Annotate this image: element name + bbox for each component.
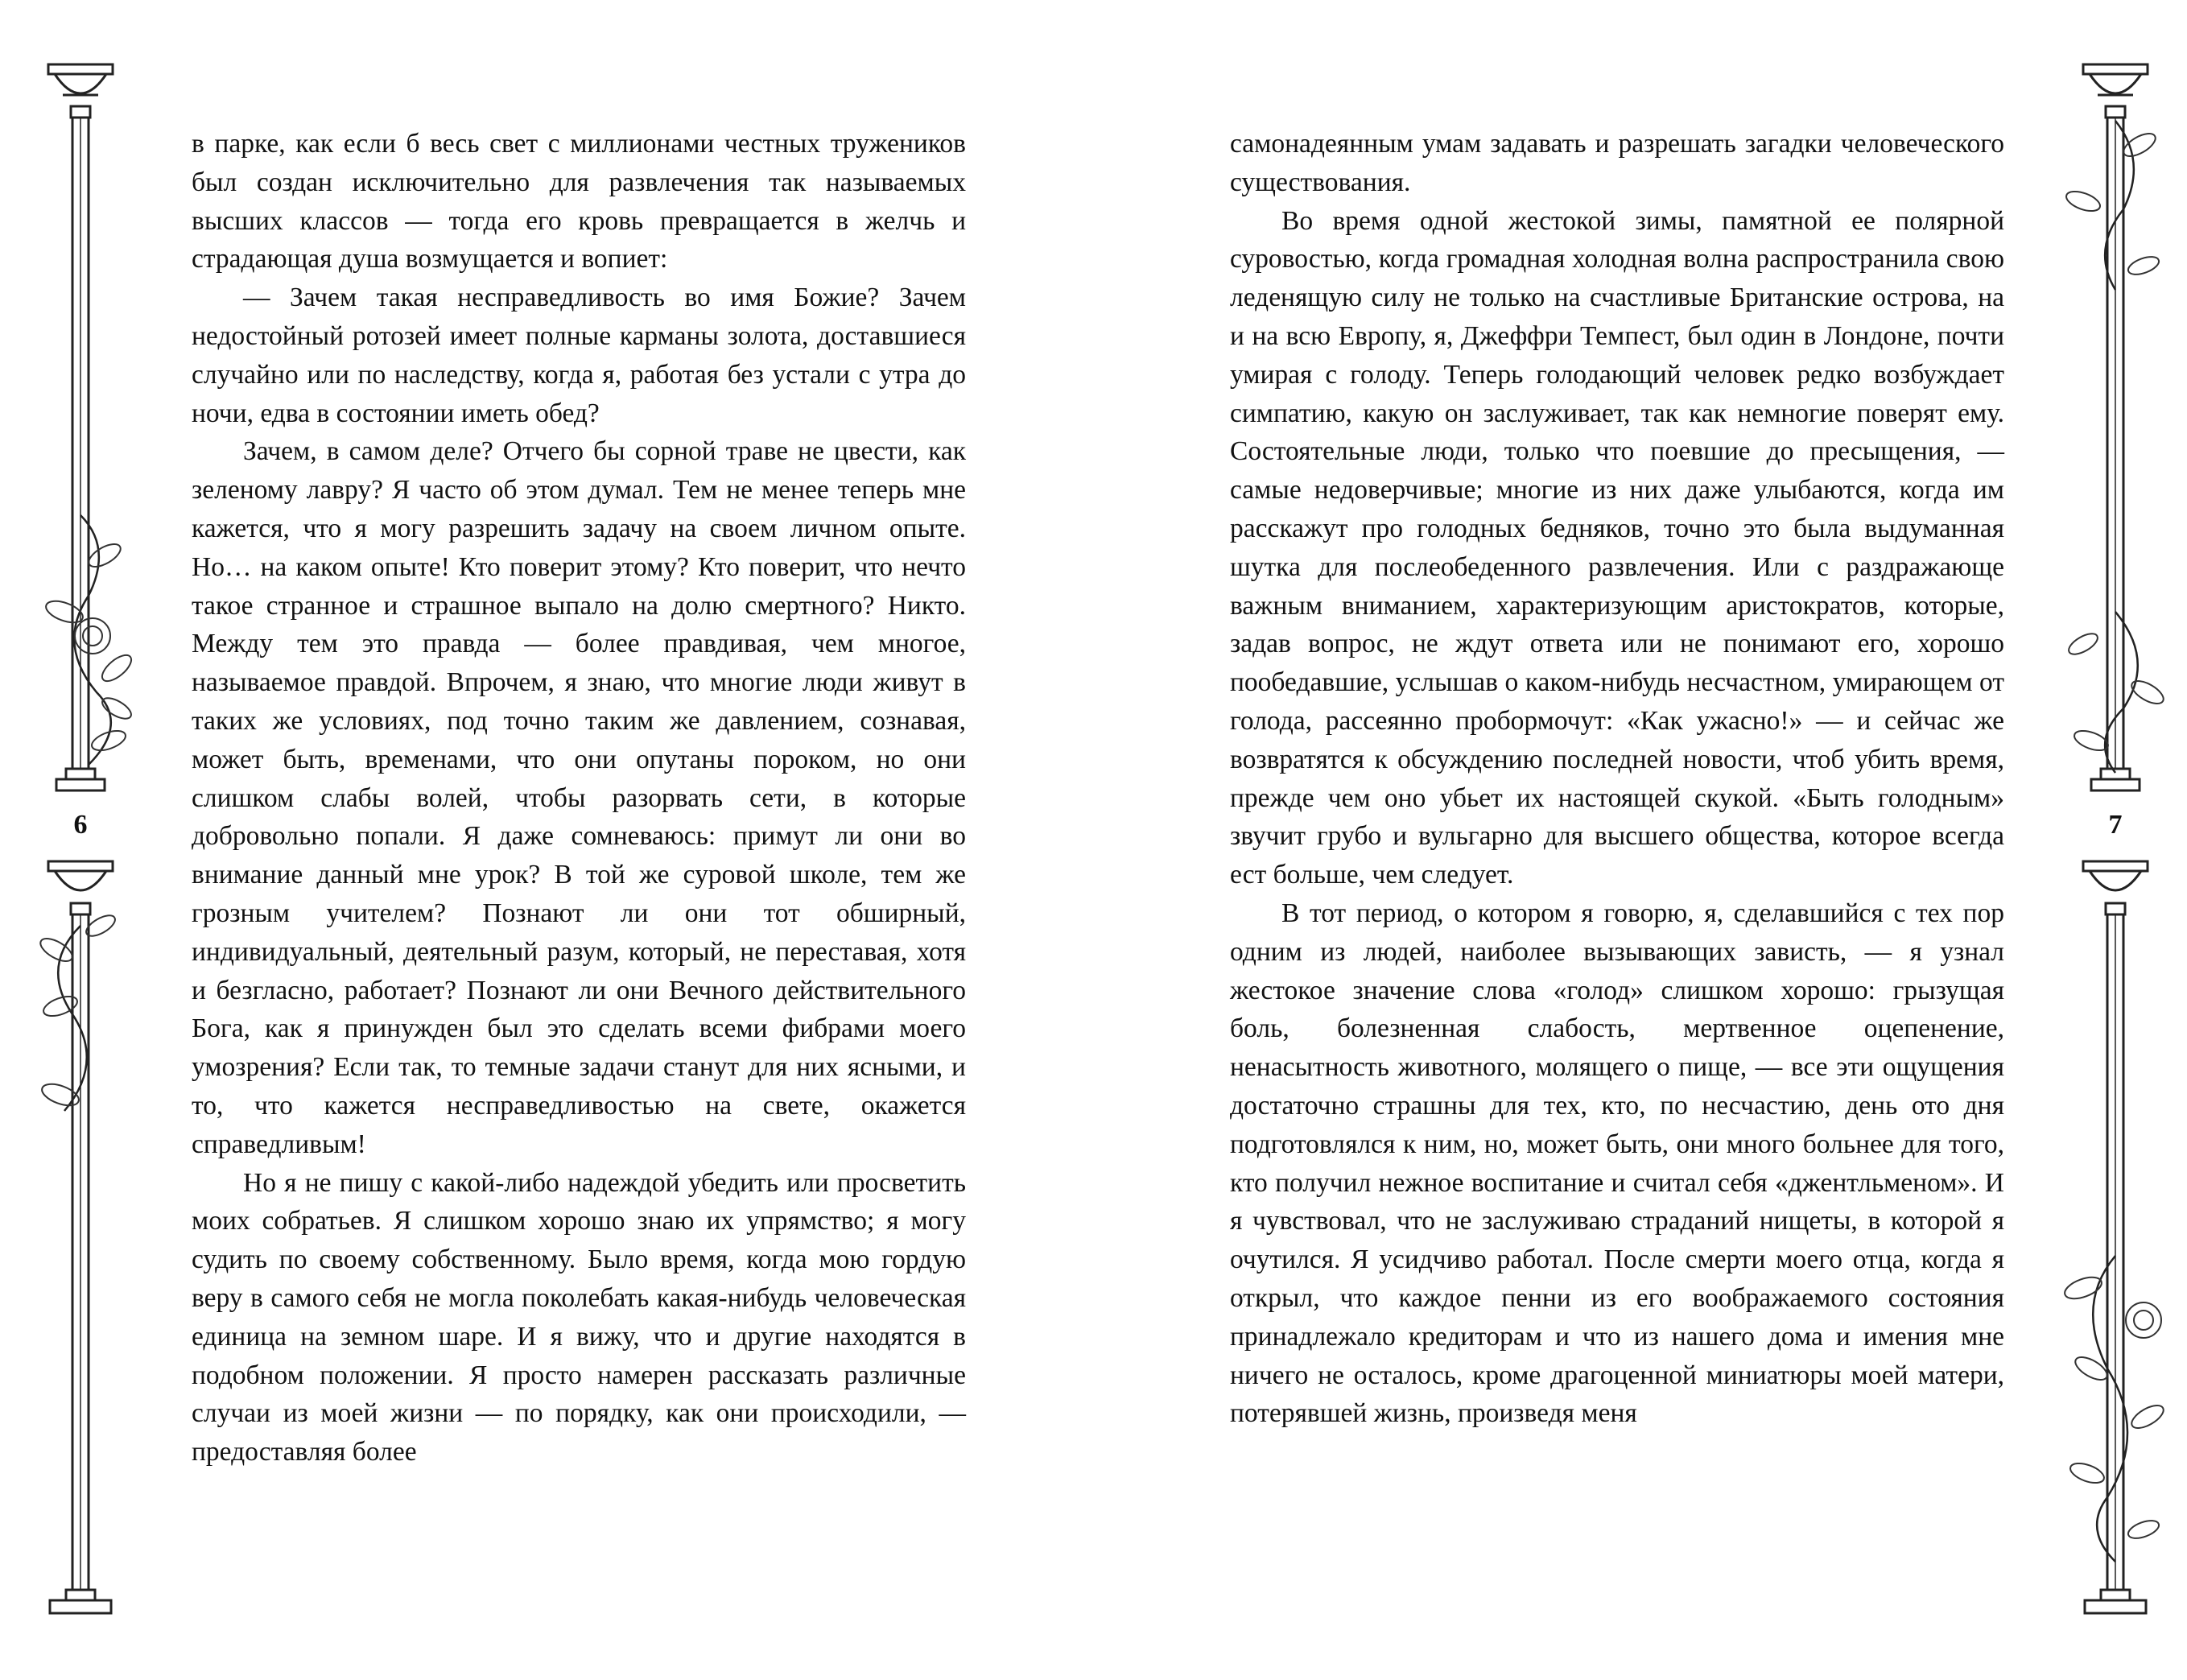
paragraph: Но я не пишу с какой-либо надеждой убедить или просветить моих собратьев. Я слишком хорошо знаю их упрямство; я могу судить по своему собственному. Было время, когда мою гордую веру в самого себя не могла поколебать какая-нибудь человеческая единица на земном шаре. И я вижу, что и другие находятся в подобном положении. Я просто намерен рассказать различные случаи из моей жизни — по порядку, как они происходили, — предоставляя более — [192, 1167, 966, 1467]
paragraph: Во время одной жестокой зимы, памятной ее полярной суровостью, когда громадная холодная волна распространила свою леденящую силу не только на счастливые Британские острова, на и на всю Европу, я, Джеффри Темпест, был один в Лондоне, почти умирая с голоду. Теперь голодающий человек редко возбуждает симпатию, какую он заслуживает, так как немногие поверят ему. Состоятельные люди, только что поевшие до пресыщения, — самые недоверчивые; многие из них даже улыбаются, когда им расскажут про голодных бедняков, точно это была выдуманная шутка для послеобеденного развлечения. Или с раздражающе важным вниманием, характеризующим аристократов, которые, задав вопрос, не ждут ответа или не понимают его, хорошо пообедавшие, услышав о каком-нибудь несчастном, умирающем от голода, рассеянно пробормочут: «Как ужасно!» — и сейчас же возвратятся к обсуждению последней новости, чтоб убить время, прежде чем оно убьет их настоящей скукой. «Быть голодным» звучит грубо и вульгарно для высшего общества, которое всегда ест больше, чем следует. — [1230, 205, 2004, 890]
page-number: 6 — [73, 810, 88, 840]
right-page — [1093, 0, 2187, 1680]
paragraph: — Зачем такая несправедливость во имя Божие? Зачем недостойный ротозей имеет полные карманы золота, доставшиеся случайно или по наследству, когда я, работая без устали с утра до ночи, едва в состоянии иметь обед? — [192, 283, 966, 428]
left-page-text — [192, 125, 966, 1472]
paragraph: В тот период, о котором я говорю, я, сделавшийся с тех пор одним из людей, наиболее вызывающих зависть, — я узнал жестокое значение слова «голод» слишком хорошо: грызущая боль, болезненная слабость, мертвенное оцепенение, ненасытность животного, молящего о пище, — все эти ощущения достаточно страшны для тех, кто, по несчастию, день ото дня подготовлялся к ним, но, может быть, они много больнее для того, кто получил нежное воспитание и считал себя «джентльменом». И я чувствовал, что не заслуживаю страданий нищеты, в которой я очутился. Я усидчиво работал. После смерти моего отца, когда я открыл, что каждое пенни из его воображаемого состояния принадлежало кредиторам и что из нашего дома и имения мне ничего не осталось, кроме драгоценной миниатюры моей матери, потерявшей жизнь, произведя меня — [1230, 898, 2004, 1429]
left-column-ornament — [24, 0, 137, 1680]
paragraph: Зачем, в самом деле? Отчего бы сорной траве не цвести, как зеленому лавру? Я часто об этом думал. Тем не менее теперь мне кажется, что я могу разрешить задачу на своем личном опыте. Но… на каком опыте! Кто поверит этому? Кто поверит, что нечто такое странное и страшное выпало на долю смертного? Никто. Между тем это правда — более правдивая, чем многое, называемое правдой. Впрочем, я знаю, что многие люди живут в таких же условиях, под точно таким же давлением, сознавая, может быть, временами, что они опутаны пороком, но они слишком слабы волей, чтобы разорвать сети, в которые добровольно попали. Я даже сомневаюсь: примут ли они во внимание данный мне урок? В той же суровой школе, тем же грозным учителем? Познают ли они тот обширный, индивидуальный, деятельный разум, который, не переставая, хотя и безгласно, работает? Познают ли они Вечного действительного Бога, как я принужден был это сделать всеми фибрами моего умозрения? Если так, то темные задачи станут для них ясными, и то, что кажется несправедливостью на свете, окажется справедливым! — [192, 436, 966, 1159]
right-column-ornament — [2059, 0, 2172, 1680]
left-page — [0, 0, 1093, 1680]
right-page-text — [1230, 125, 2004, 1433]
paragraph: самонадеянным умам задавать и разрешать загадки человеческого существования. — [1230, 129, 2004, 197]
paragraph: в парке, как если б весь свет с миллионами честных тружеников был создан исключительно для развлечения так называемых высших классов — тогда его кровь превращается в желчь и страдающая душа возмущается и вопиет: — [192, 129, 966, 274]
page-number: 7 — [2108, 810, 2123, 840]
